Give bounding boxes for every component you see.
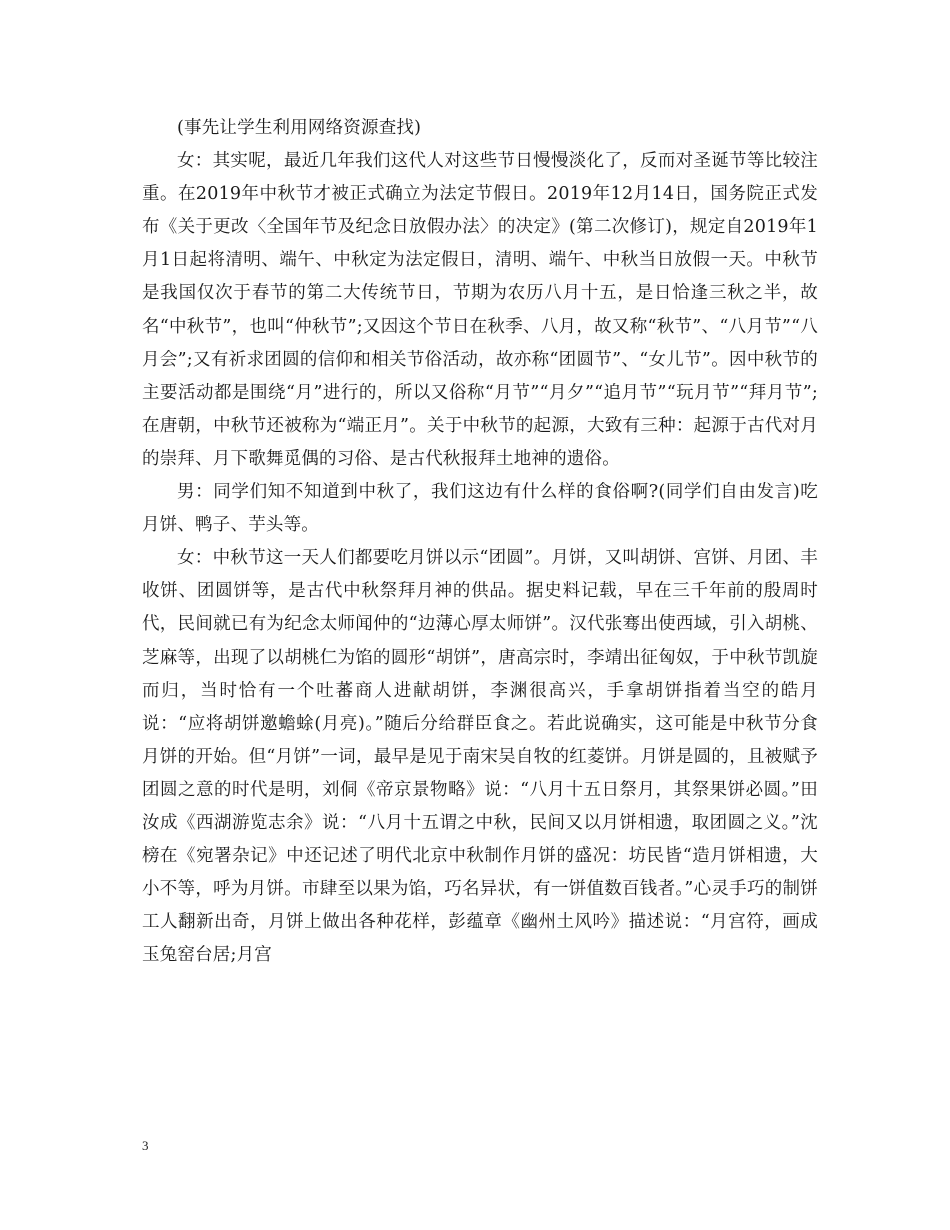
paragraph-male-question: 男：同学们知不知道到中秋了，我们这边有什么样的食俗啊?(同学们自由发言)吃月饼、鸭子、芋头等。 [142, 482, 818, 536]
page-number: 3 [142, 1138, 149, 1153]
paragraph-female-mooncake: 女：中秋节这一天人们都要吃月饼以示“团圆”。月饼，又叫胡饼、宫饼、月团、丰收饼、团圆饼等，是古代中秋祭拜月神的供品。据史料记载，早在三千年前的殷周时代，民间就已有为纪念太师闻仲的“边薄心厚太师饼”。汉代张骞出使西域，引入胡桃、芝麻等，出现了以胡桃仁为馅的圆形“胡饼”，唐高宗时，李靖出征匈奴，于中秋节凯旋而归，当时恰有一个吐蕃商人进献胡饼，李渊很高兴，手拿胡饼指着当空的皓月说：“应将胡饼邀蟾蜍(月亮)。”随后分给群臣食之。若此说确实，这可能是中秋节分食月饼的开始。但“月饼”一词，最早是见于南宋吴自牧的红菱饼。月饼是圆的，且被赋予团圆之意的时代是明，刘侗《帝京景物略》说：“八月十五日祭月，其祭果饼必圆。”田汝成《西湖游览志余》说：“八月十五谓之中秋，民间又以月饼相遗，取团圆之义。”沈榜在《宛署杂记》中还记述了明代北京中秋制作月饼的盛况：坊民皆“造月饼相遗，大小不等，呼为月饼。市肆至以果为馅，巧名异状，有一饼值数百钱者。”心灵手巧的制饼工人翻新出奇，月饼上做出各种花样，彭蕴章《幽州土风吟》描述说：“月宫符，画成玉兔窑台居;月宫 [142, 548, 818, 966]
paragraph-female-intro: 女：其实呢，最近几年我们这代人对这些节日慢慢淡化了，反而对圣诞节等比较注重。在2019年中秋节才被正式确立为法定节假日。2019年12月14日，国务院正式发布《关于更改〈全国年节及纪念日放假办法〉的决定》(第二次修订)，规定自2019年1月1日起将清明、端午、中秋定为法定假日，清明、端午、中秋当日放假一天。中秋节是我国仅次于春节的第二大传统节日，节期为农历八月十五，是日恰逢三秋之半，故名“中秋节”，也叫“仲秋节”;又因这个节日在秋季、八月，故又称“秋节”、“八月节”“八月会”;又有祈求团圆的信仰和相关节俗活动，故亦称“团圆节”、“女儿节”。因中秋节的主要活动都是围绕“月”进行的，所以又俗称“月节”“月夕”“追月节”“玩月节”“拜月节”;在唐朝，中秋节还被称为“端正月”。关于中秋节的起源，大致有三种：起源于古代对月的崇拜、月下歌舞觅偶的习俗、是古代秋报拜土地神的遗俗。 [142, 151, 818, 469]
paragraph-note: (事先让学生利用网络资源查找) [177, 118, 422, 138]
document-body [142, 112, 818, 972]
